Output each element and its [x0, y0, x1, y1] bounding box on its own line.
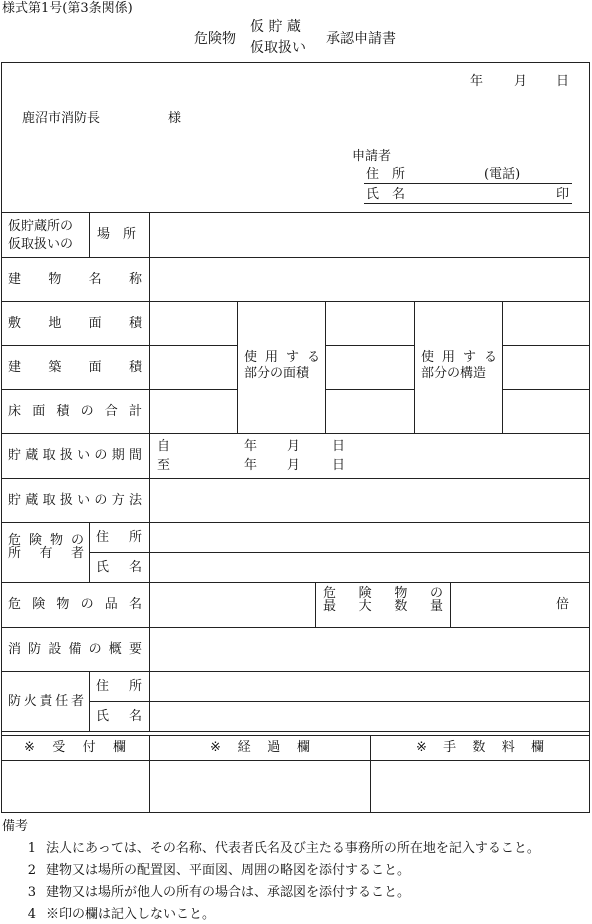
date-month: 月	[514, 74, 528, 89]
note-item-3: 3 建物又は場所が他人の所有の場合は、承認図を添付すること。	[27, 885, 411, 900]
fee-column-header: ※ 手 数 料 欄	[416, 740, 544, 755]
site-area-label: 敷 地 面 積	[8, 316, 142, 331]
applicant-heading: 申請者	[352, 149, 392, 164]
used-structure-field[interactable]	[503, 302, 589, 433]
manager-name-field[interactable]	[150, 702, 589, 731]
period-to-year: 年	[244, 458, 258, 473]
period-from-month: 月	[287, 439, 301, 454]
owner-group-label: 危 険 物 の 所 有 者	[8, 533, 84, 561]
site-area-field[interactable]	[150, 302, 237, 345]
applicant-phone-label: (電話)	[484, 167, 521, 182]
period-from-label: 自	[157, 439, 171, 454]
building-area-label: 建 築 面 積	[8, 360, 142, 375]
owner-name-field[interactable]	[150, 553, 589, 582]
date-day: 日	[556, 74, 570, 89]
period-to-month: 月	[287, 458, 301, 473]
note-item-1: 1 法人にあっては、その名称、代表者氏名及び主たる事務所の所在地を記入すること。	[27, 841, 540, 856]
applicant-name-label: 氏 名	[366, 187, 406, 202]
manager-name-label: 氏 名	[96, 709, 142, 724]
product-name-label: 危 険 物 の 品 名	[8, 597, 142, 612]
address-underline	[364, 183, 572, 184]
seal-mark: 印	[556, 187, 570, 202]
method-label: 貯 蔵 取 扱 い の 方 法	[8, 493, 142, 508]
fire-manager-label: 防 火 責 任 者	[8, 694, 84, 709]
addressee: 鹿沼市消防長	[22, 111, 101, 126]
name-underline	[364, 203, 572, 204]
notes-heading: 備考	[2, 819, 29, 834]
date-year: 年	[470, 74, 484, 89]
manager-address-field[interactable]	[150, 672, 589, 701]
building-name-field[interactable]	[150, 258, 589, 301]
used-structure-label: 使 用 す る 部分の構造	[421, 350, 497, 381]
applicant-address-label: 住 所	[366, 167, 406, 182]
product-name-field[interactable]	[150, 583, 315, 627]
total-floor-area-label: 床 面 積 の 合 計	[8, 404, 142, 419]
reception-column-header: ※ 受 付 欄	[24, 740, 126, 755]
fire-equipment-label: 消 防 設 備 の 概 要	[8, 642, 142, 657]
title-option-storage: 仮 貯 蔵	[250, 19, 301, 35]
note-item-4: 4 ※印の欄は記入しないこと。	[27, 907, 216, 922]
max-qty-field[interactable]	[451, 583, 589, 627]
period-to-label: 至	[157, 458, 171, 473]
total-floor-area-field[interactable]	[150, 390, 237, 433]
used-area-label: 使 用 す る 部分の面積	[244, 350, 320, 381]
honorific: 様	[168, 111, 182, 126]
period-from-year: 年	[244, 439, 258, 454]
note-item-2: 2 建物又は場所の配置図、平面図、周囲の略図を添付すること。	[27, 863, 411, 878]
used-area-field[interactable]	[326, 302, 414, 433]
title-suffix: 承認申請書	[326, 31, 396, 47]
title-option-handling: 仮取扱い	[250, 40, 306, 56]
period-label: 貯 蔵 取 扱 い の 期 間	[8, 448, 142, 463]
form-number: 様式第1号(第3条関係)	[2, 1, 133, 16]
period-from-day: 日	[332, 439, 346, 454]
place-field[interactable]	[150, 213, 589, 257]
fire-equipment-field[interactable]	[150, 628, 589, 671]
title-prefix: 危険物	[194, 31, 236, 47]
manager-address-label: 住 所	[96, 679, 142, 694]
place-label: 場 所	[97, 227, 137, 242]
place-group-label: 仮貯蔵所の 仮取扱いの	[8, 219, 74, 252]
owner-address-label: 住 所	[96, 530, 142, 545]
owner-address-field[interactable]	[150, 523, 589, 552]
owner-name-label: 氏 名	[96, 560, 142, 575]
method-field[interactable]	[150, 479, 589, 522]
period-to-day: 日	[332, 458, 346, 473]
progress-column-header: ※ 経 過 欄	[210, 740, 310, 755]
multiple-unit: 倍	[556, 597, 570, 612]
max-qty-label: 危 険 物 の 最 大 数 量	[323, 586, 443, 614]
building-name-label: 建 物 名 称	[8, 272, 142, 287]
building-area-field[interactable]	[150, 346, 237, 389]
